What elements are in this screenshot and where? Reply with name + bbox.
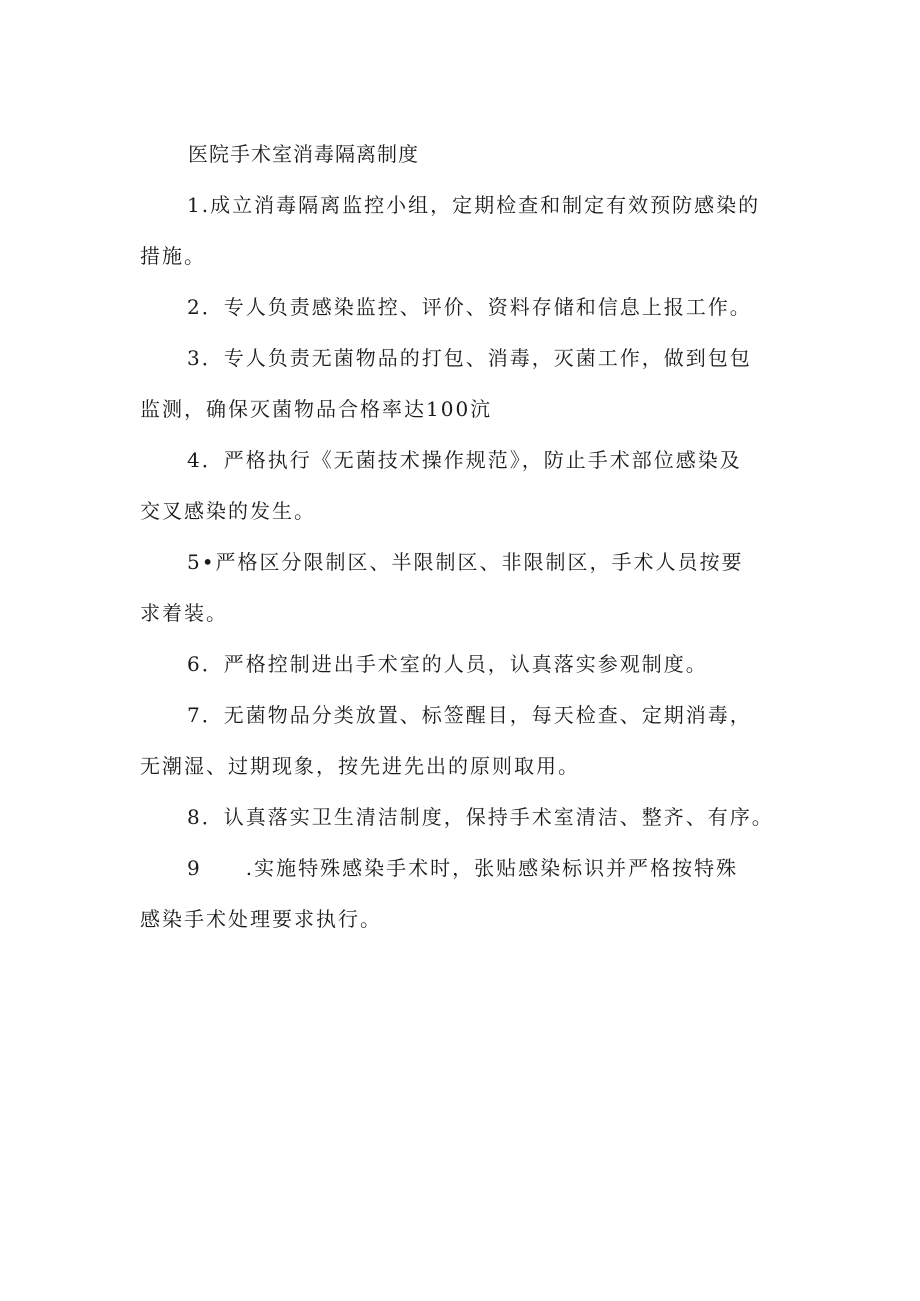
paragraph-line: 2．专人负责感染监控、评价、资料存储和信息上报工作。 [187,295,752,319]
document-title: 医院手术室消毒隔离制度 [188,142,419,166]
paragraph-line: 交叉感染的发生。 [140,499,316,523]
paragraph-line: 1.成立消毒隔离监控小组，定期检查和制定有效预防感染的 [187,193,761,217]
paragraph-line: 6．严格控制进出手术室的人员，认真落实参观制度。 [187,652,708,676]
paragraph-line: 9 .实施特殊感染手术时，张贴感染标识并严格按特殊 [187,856,739,880]
paragraph-line: 无潮湿、过期现象，按先进先出的原则取用。 [140,754,580,778]
paragraph-line: 监测，确保灭菌物品合格率达100沆 [140,397,493,421]
paragraph-line: 3．专人负责无菌物品的打包、消毒，灭菌工作，做到包包 [187,346,752,370]
paragraph-line: 措施。 [140,244,206,268]
paragraph-8 [140,799,790,835]
document-body [140,136,790,937]
paragraph-line: 4．严格执行《无菌技术操作规范》，防止手术部位感染及 [187,448,742,472]
paragraph-5 [140,544,790,631]
paragraph-6 [140,646,790,682]
paragraph-line: 7．无菌物品分类放置、标签醒目，每天检查、定期消毒， [187,703,752,727]
paragraph-line: 求着装。 [140,601,228,625]
paragraph-line: 8．认真落实卫生清洁制度，保持手术室清洁、整齐、有序。 [187,805,774,829]
paragraph-9 [140,850,790,937]
paragraph-1 [140,187,790,274]
paragraph-line: 5•严格区分限制区、半限制区、非限制区，手术人员按要 [187,550,744,574]
paragraph-7 [140,697,790,784]
paragraph-3 [140,340,790,427]
paragraph-line: 感染手术处理要求执行。 [140,907,382,931]
paragraph-4 [140,442,790,529]
paragraph-2 [140,289,790,325]
